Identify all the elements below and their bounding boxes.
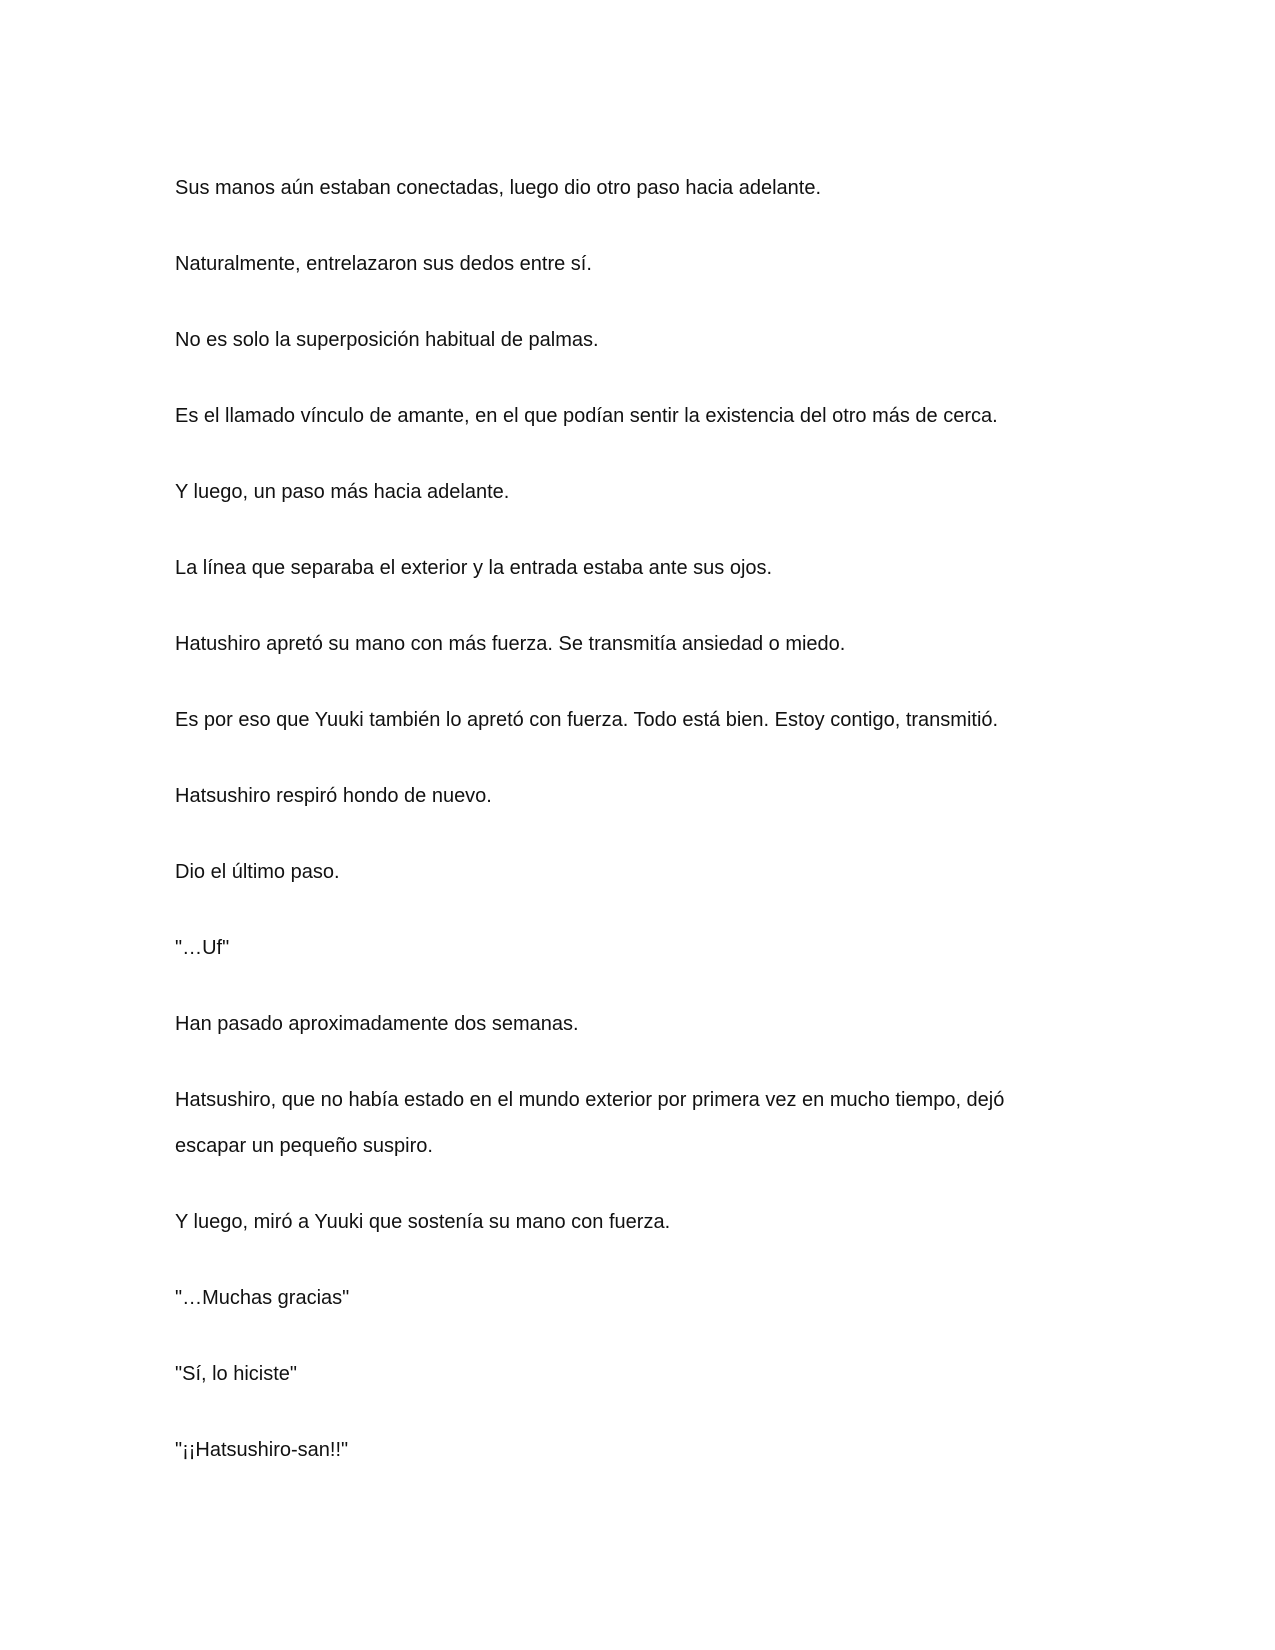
paragraph: Sus manos aún estaban conectadas, luego dio otro paso hacia adelante. [175, 177, 822, 199]
paragraph: Y luego, un paso más hacia adelante. [175, 481, 510, 503]
paragraph: Dio el último paso. [175, 861, 340, 883]
paragraph: Hatsushiro respiró hondo de nuevo. [175, 785, 492, 807]
paragraph: Naturalmente, entrelazaron sus dedos entre sí. [175, 253, 592, 275]
paragraph: Hatsushiro, que no había estado en el mundo exterior por primera vez en mucho tiempo, dejó escapar un pequeño suspiro. [175, 1089, 1005, 1157]
document-body [175, 165, 1075, 1503]
paragraph: Es por eso que Yuuki también lo apretó con fuerza. Todo está bien. Estoy contigo, transmitió. [175, 709, 999, 731]
paragraph: Y luego, miró a Yuuki que sostenía su mano con fuerza. [175, 1211, 671, 1233]
paragraph: "…Uf" [175, 937, 230, 959]
paragraph: Han pasado aproximadamente dos semanas. [175, 1013, 579, 1035]
paragraph: "¡¡Hatsushiro-san!!" [175, 1439, 349, 1461]
paragraph: No es solo la superposición habitual de palmas. [175, 329, 599, 351]
paragraph: Es el llamado vínculo de amante, en el que podían sentir la existencia del otro más de cerca. [175, 405, 998, 427]
paragraph: "Sí, lo hiciste" [175, 1363, 298, 1385]
paragraph: "…Muchas gracias" [175, 1287, 350, 1309]
paragraph: La línea que separaba el exterior y la entrada estaba ante sus ojos. [175, 557, 773, 579]
paragraph: Hatushiro apretó su mano con más fuerza. Se transmitía ansiedad o miedo. [175, 633, 846, 655]
